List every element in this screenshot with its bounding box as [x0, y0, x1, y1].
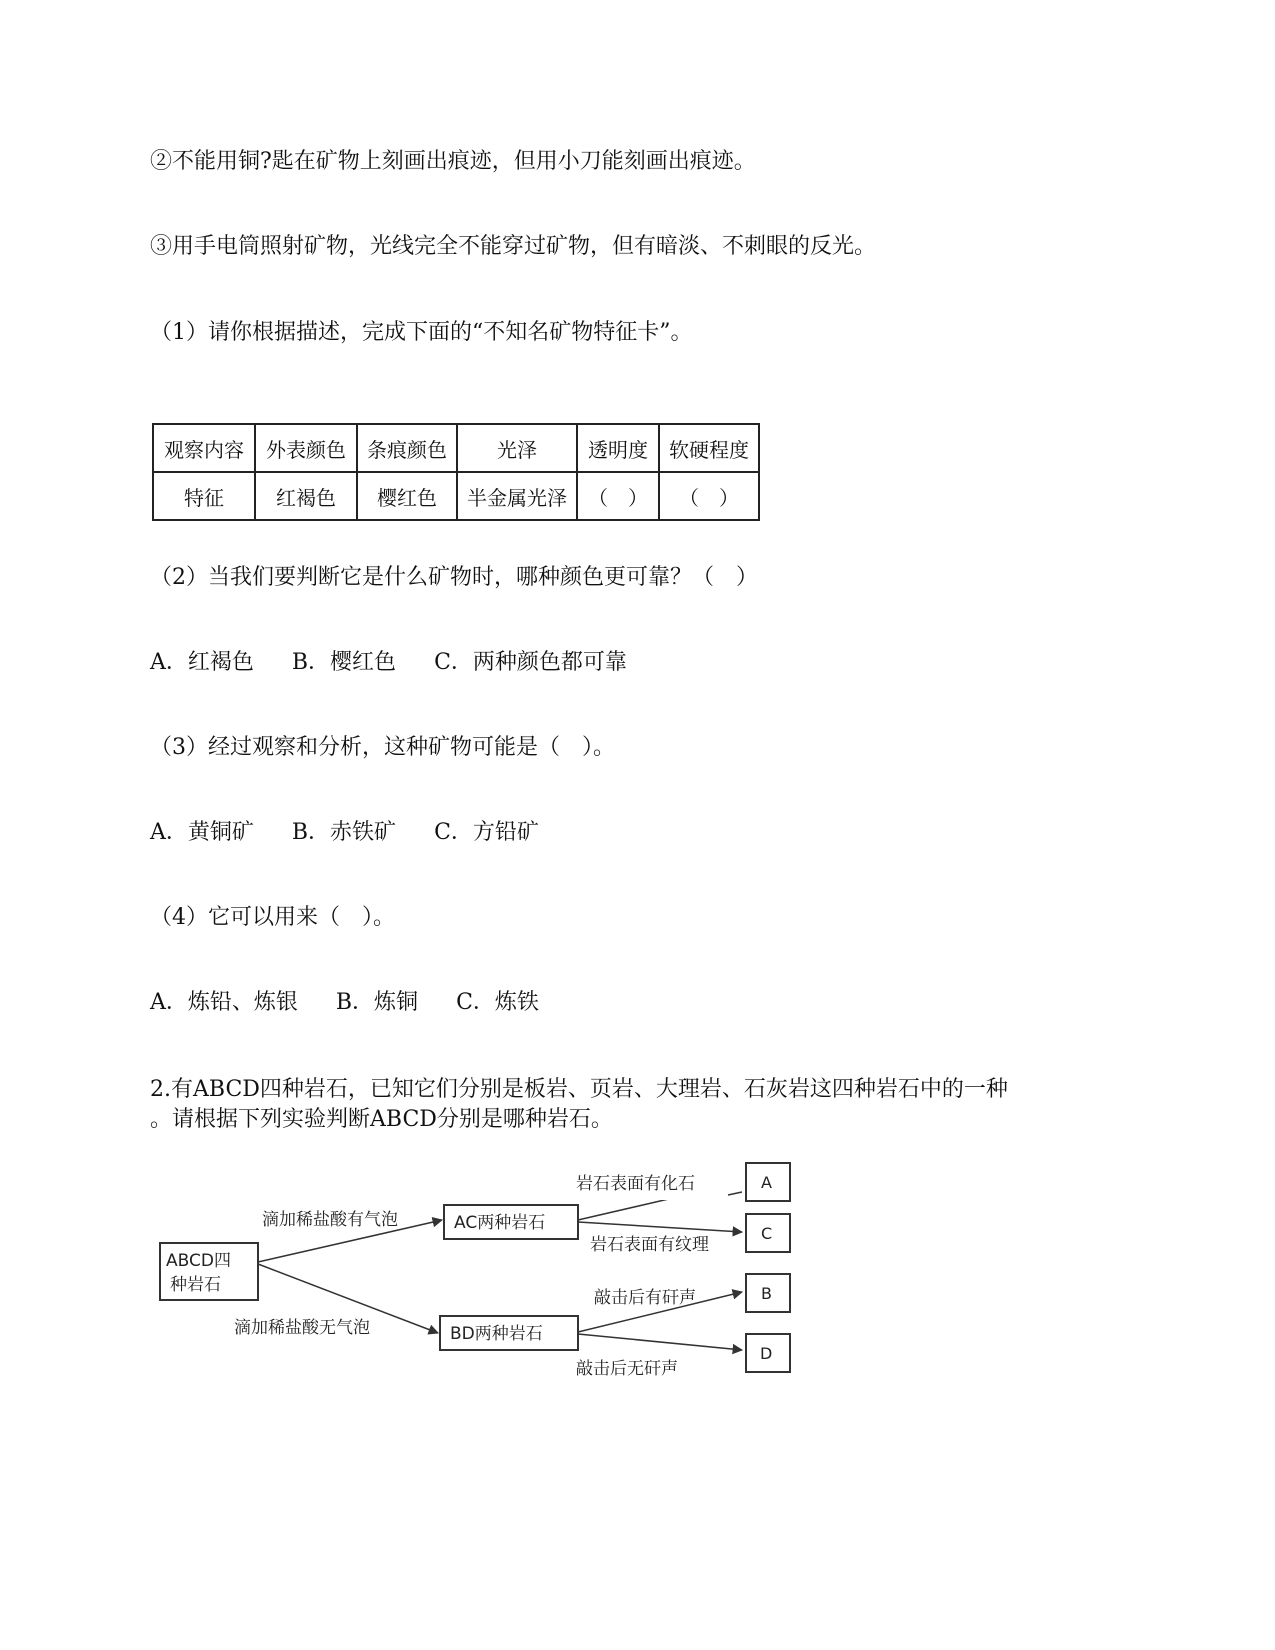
sub-question-2: （2）当我们要判断它是什么矿物时，哪种颜色更可靠？（ ） — [150, 565, 758, 590]
sub-question-2-options — [150, 648, 665, 678]
upper-branch-label: 滴加稀盐酸有气泡 — [262, 1210, 398, 1230]
table-cell: 半金属光泽 — [457, 472, 577, 520]
option-a[interactable]: A．黄铜矿 — [150, 820, 254, 845]
question-2-line-2: 。请根据下列实验判断ABCD分别是哪种岩石。 — [150, 1107, 613, 1132]
option-b[interactable]: B．樱红色 — [291, 650, 397, 675]
hardness-answer-blank[interactable]: （ ） — [659, 472, 759, 520]
sub-question-3: （3）经过观察和分析，这种矿物可能是（ ）。 — [150, 735, 615, 760]
observation-3: ③用手电筒照射矿物，光线完全不能穿过矿物，但有暗淡、不刺眼的反光。 — [150, 234, 877, 259]
c-box-label: C — [761, 1224, 773, 1243]
table-header-cell: 透明度 — [577, 424, 659, 472]
a-branch-arrow-tail — [728, 1192, 742, 1195]
observation-2: ②不能用铜?匙在矿物上刻画出痕迹，但用小刀能刻画出痕迹。 — [150, 149, 756, 174]
c-branch-arrow — [578, 1222, 742, 1232]
sub-question-3-options — [150, 818, 577, 848]
rock-classification-diagram — [150, 1200, 830, 1440]
option-b[interactable]: B．赤铁矿 — [291, 820, 397, 845]
c-branch-label: 岩石表面有纹理 — [590, 1235, 709, 1255]
table-header-cell: 光泽 — [457, 424, 577, 472]
option-b[interactable]: B．炼铜 — [335, 990, 419, 1015]
lower-branch-label: 滴加稀盐酸无气泡 — [234, 1318, 370, 1338]
option-c[interactable]: C．炼铁 — [456, 990, 539, 1015]
table-header-cell: 条痕颜色 — [357, 424, 457, 472]
sub-question-1: （1）请你根据描述，完成下面的“不知名矿物特征卡”。 — [150, 320, 693, 345]
d-box-label: D — [760, 1344, 773, 1363]
table-row — [153, 472, 759, 520]
b-box-label: B — [761, 1284, 772, 1303]
table-header-cell: 观察内容 — [153, 424, 255, 472]
question-2-line-1: 2.有ABCD四种岩石，已知它们分别是板岩、页岩、大理岩、石灰岩这四种岩石中的一种 — [150, 1077, 1008, 1102]
table-cell: 红褐色 — [255, 472, 357, 520]
table-cell: 樱红色 — [357, 472, 457, 520]
ac-box-label: AC两种岩石 — [454, 1213, 546, 1233]
option-a[interactable]: A．炼铅、炼银 — [150, 990, 298, 1015]
rock-diagram-top — [150, 1155, 830, 1205]
d-branch-label: 敲击后无矸声 — [576, 1359, 678, 1379]
sub-question-4: （4）它可以用来（ ）。 — [150, 905, 395, 930]
table-header-cell: 软硬程度 — [659, 424, 759, 472]
table-header-cell: 外表颜色 — [255, 424, 357, 472]
table-cell: 特征 — [153, 472, 255, 520]
transparency-answer-blank[interactable]: （ ） — [577, 472, 659, 520]
bd-box-label: BD两种岩石 — [450, 1324, 543, 1344]
sub-question-4-options — [150, 988, 577, 1018]
option-c[interactable]: C．方铅矿 — [434, 820, 539, 845]
b-branch-label: 敲击后有矸声 — [594, 1288, 696, 1308]
root-label-line-1: ABCD四 — [166, 1251, 231, 1271]
option-a[interactable]: A．红褐色 — [150, 650, 254, 675]
a-branch-label: 岩石表面有化石 — [576, 1174, 695, 1194]
d-branch-arrow — [578, 1334, 742, 1350]
mineral-feature-table — [152, 423, 760, 521]
root-label-line-2: 种岩石 — [170, 1275, 221, 1295]
option-c[interactable]: C．两种颜色都可靠 — [434, 650, 627, 675]
a-box-label: A — [761, 1173, 772, 1192]
table-header-row — [153, 424, 759, 472]
